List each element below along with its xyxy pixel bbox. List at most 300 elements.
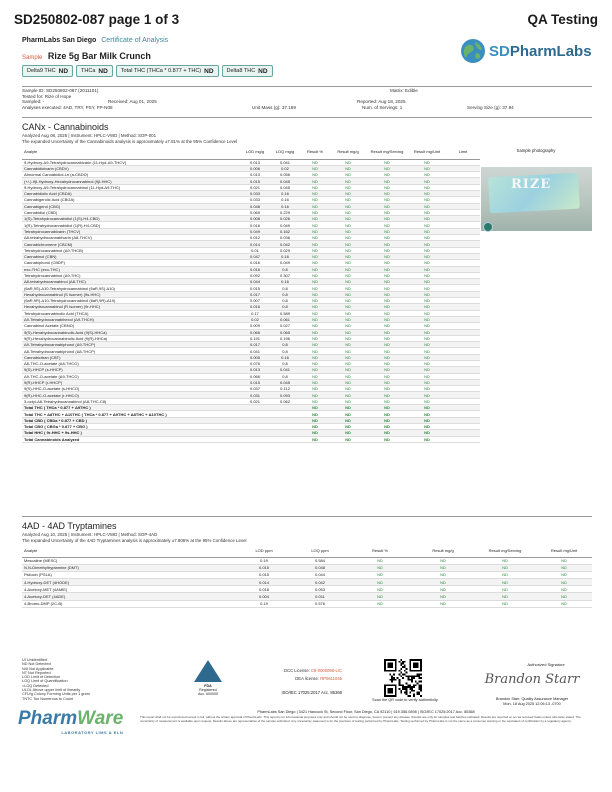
product-bar-brand: RIZE [511, 177, 552, 192]
handwritten-signature: Brandon Starr [484, 672, 580, 687]
value-cell: ND [300, 335, 330, 341]
dcc-license: DCC License: C8-0000096-LIC [284, 668, 342, 673]
value-cell: 0.004 [236, 593, 292, 600]
value-cell: ND [408, 436, 446, 442]
value-cell: ND [366, 266, 408, 272]
badge-value: ND [58, 67, 69, 75]
value-cell: 0.8 [270, 361, 300, 367]
legend-item: ND Not Detected [22, 662, 51, 667]
value-cell: ND [474, 579, 536, 586]
analyte-cell: 4-Acetoxy-MET (4AMIE) [22, 586, 236, 593]
value-cell: 0.16 [270, 203, 300, 209]
column-header: Result % [300, 146, 330, 159]
analyte-cell: Total HHC ( 9r-HHC + 9s-HHC ) [22, 430, 240, 436]
logo-text: SDPharmLabs [489, 42, 592, 60]
signatory [470, 697, 594, 706]
pharmware-logo [18, 708, 123, 735]
column-header: Result % [348, 546, 412, 557]
value-cell: 0.092 [240, 272, 270, 278]
value-cell: ND [366, 184, 408, 190]
value-cell: ND [330, 405, 366, 411]
analyte-cell: 9(R)-Hexahydrocannabinolic Acid (9(R)-HHCa) [22, 335, 240, 341]
value-cell: 0.014 [240, 241, 270, 247]
value-cell: ND [408, 247, 446, 253]
value-cell: 0.033 [240, 197, 270, 203]
value-cell: ND [366, 203, 408, 209]
value-cell: 0.013 [240, 367, 270, 373]
badge-label: Delta9 THC [27, 68, 56, 74]
analyte-cell: Psilocin (PSLA) [22, 571, 236, 578]
value-cell [446, 436, 480, 442]
value-cell: ND [474, 593, 536, 600]
value-cell: ND [408, 323, 446, 329]
analyte-cell: Tetrahydrocannabinolic Acid (THCA) [22, 310, 240, 316]
badge-label: THCa [81, 68, 96, 74]
value-cell: 0.016 [240, 222, 270, 228]
value-cell: ND [366, 379, 408, 385]
value-cell: ND [330, 354, 366, 360]
value-cell: 0.056 [270, 172, 300, 178]
value-cell: ND [330, 430, 366, 436]
fda-triangle-icon [194, 660, 222, 682]
tryptamines-meta [22, 532, 247, 544]
value-cell: ND [300, 247, 330, 253]
value-cell: ND [536, 593, 592, 600]
value-cell: ND [408, 342, 446, 348]
value-cell: ND [536, 557, 592, 564]
value-cell: ND [412, 571, 474, 578]
value-cell: ND [408, 405, 446, 411]
value-cell: ND [300, 178, 330, 184]
analyte-cell: Total THC + Δ8THC + Δ10THC ( THCa * 0.877 + Δ9THC + Δ8THC + Δ10THC ) [22, 411, 240, 417]
qr-code-icon[interactable] [384, 659, 422, 697]
legend-item: TNTC Too Numerous to Count [22, 696, 74, 701]
value-cell: ND [408, 316, 446, 322]
value-cell: ND [300, 222, 330, 228]
value-cell: ND [412, 600, 474, 607]
column-header: Result mg/g [330, 146, 366, 159]
value-cell: ND [366, 342, 408, 348]
value-cell: ND [330, 253, 366, 259]
value-cell: ND [408, 398, 446, 404]
analyses: Analyses executed: 4AD, TRY, PSY, FP-N08 [22, 104, 113, 110]
value-cell: 0.017 [240, 291, 270, 297]
value-cell: ND [536, 600, 592, 607]
value-cell: ND [408, 329, 446, 335]
value-cell: ND [366, 310, 408, 316]
tryptamines-uncertainty: The expanded Uncertainty of the 4AD Tryptamines analysis is approximately ±7.806% at the 95% Confidence Level [22, 537, 247, 543]
analyte-cell: Cannabiphorol (CBDP) [22, 260, 240, 266]
sample-label: Sample [22, 55, 43, 61]
value-cell: 0.062 [270, 398, 300, 404]
value-cell: ND [366, 329, 408, 335]
value-cell: ND [330, 373, 366, 379]
value-cell: 0.02 [270, 165, 300, 171]
value-cell: 0.307 [270, 272, 300, 278]
legend-item: LOD Limit of Detection [22, 675, 61, 680]
analyte-cell: Cannabinol (CBN) [22, 253, 240, 259]
legend-item: CFU/g Colony Forming Units per 1 gram [22, 692, 90, 697]
badge-value: ND [204, 67, 214, 75]
value-cell: ND [348, 571, 412, 578]
matrix: Matrix: Edible [390, 88, 418, 93]
value-cell: ND [412, 557, 474, 564]
value-cell: ND [300, 235, 330, 241]
value-cell: 0.016 [240, 260, 270, 266]
value-cell: ND [300, 392, 330, 398]
analyte-cell: 9(S)-Hexahydrocannabinolic Acid (9(S)-HHCa) [22, 329, 240, 335]
analyte-cell: 9(S)-HHC-O-acetate (s-HHCO) [22, 386, 240, 392]
value-cell: ND [300, 310, 330, 316]
analyte-cell: Δ9-Tetrahydrocannabiphorol (Δ9-THCP) [22, 342, 240, 348]
value-cell: 0.8 [270, 291, 300, 297]
value-cell: 0.069 [240, 209, 270, 215]
value-cell: ND [300, 430, 330, 436]
analyte-cell: 3-octyl-Δ8-Tetrahydrocannabinol (Δ8-THC-C8) [22, 398, 240, 404]
value-cell: ND [408, 190, 446, 196]
table-header-row [22, 146, 480, 159]
value-cell: 0.033 [240, 190, 270, 196]
value-cell: ND [366, 386, 408, 392]
value-cell: ND [330, 342, 366, 348]
value-cell: ND [474, 571, 536, 578]
value-cell: 0.048 [292, 564, 348, 571]
sample-photography-label: Sample photography [516, 148, 556, 153]
value-cell: ND [408, 423, 446, 429]
badge-value: ND [98, 67, 108, 75]
value-cell: ND [300, 285, 330, 291]
document-id: SD250802-087 page 1 of 3 [14, 12, 180, 27]
value-cell: ND [408, 203, 446, 209]
value-cell: ND [330, 386, 366, 392]
value-cell: ND [300, 417, 330, 423]
value-cell: 0.018 [236, 586, 292, 593]
value-cell: ND [536, 579, 592, 586]
value-cell: ND [330, 266, 366, 272]
value-cell: 0.8 [270, 304, 300, 310]
value-cell: 0.013 [240, 172, 270, 178]
value-cell: 0.026 [270, 216, 300, 222]
value-cell: ND [408, 279, 446, 285]
analyte-cell: Cannabichromene (CBCM) [22, 241, 240, 247]
analyte-cell: Δ8-THC-O-acetate (Δ8-THCO) [22, 361, 240, 367]
value-cell: 0.8 [270, 373, 300, 379]
fda-badge [190, 660, 226, 696]
cannabinoids-method: Analyzed Aug 08, 2025 | Instrument: HPLC-VWD | Method: SOP-001 [22, 133, 157, 138]
sample-photo [481, 167, 592, 231]
sample-name: Rize 5g Bar Milk Crunch [47, 51, 151, 61]
badge-value: ND [258, 67, 268, 75]
value-cell: 0.17 [240, 310, 270, 316]
value-cell: ND [300, 279, 330, 285]
value-cell: 0.005 [240, 354, 270, 360]
column-header: Result mg/Serving [474, 546, 536, 557]
column-header: Result mg/Unit [536, 546, 592, 557]
value-cell: ND [366, 373, 408, 379]
value-cell: ND [348, 557, 412, 564]
value-cell: 0.013 [240, 159, 270, 165]
abbreviation-legend [22, 658, 90, 701]
analyte-cell: Δ9-Tetrahydrocannabihexol (Δ9-THCH) [22, 316, 240, 322]
value-cell: 0.196 [270, 335, 300, 341]
value-cell: ND [366, 436, 408, 442]
analyte-cell: Δ8-tetrahydrocannabinol (Δ8-THC) [22, 279, 240, 285]
badge-thca [76, 65, 113, 77]
analyte-cell: 4-Acetoxy-DET (4ADE) [22, 593, 236, 600]
badge-label: Total THC (THCa * 0.877 + THC) [120, 68, 202, 74]
table-row [22, 586, 592, 593]
dea-license: DEA license: RP0611045 [295, 675, 342, 681]
value-cell: ND [330, 335, 366, 341]
value-cell: ND [412, 564, 474, 571]
cannabinoids-table [22, 146, 480, 443]
value-cell: ND [366, 272, 408, 278]
value-cell: ND [330, 285, 366, 291]
value-cell: 0.049 [240, 228, 270, 234]
value-cell: ND [408, 197, 446, 203]
value-cell: 0.015 [236, 564, 292, 571]
value-cell: ND [408, 304, 446, 310]
value-cell: ND [366, 190, 408, 196]
value-cell: ND [330, 165, 366, 171]
value-cell: ND [300, 228, 330, 234]
value-cell: ND [408, 272, 446, 278]
value-cell: 0.007 [240, 298, 270, 304]
value-cell: ND [408, 216, 446, 222]
value-cell: ND [300, 373, 330, 379]
legend-item: N/A Not Applicable [22, 666, 54, 671]
value-cell: 0.162 [270, 228, 300, 234]
value-cell: 0.01 [240, 247, 270, 253]
value-cell: 0.053 [292, 586, 348, 593]
value-cell: 0.584 [292, 557, 348, 564]
tryptamines-title: 4AD - 4AD Tryptamines [22, 521, 117, 531]
value-cell: ND [408, 165, 446, 171]
value-cell: 0.041 [270, 159, 300, 165]
package-icon [483, 222, 493, 232]
value-cell: 0.021 [240, 184, 270, 190]
value-cell: 0.191 [240, 335, 270, 341]
value-cell: ND [330, 417, 366, 423]
value-cell: ND [300, 405, 330, 411]
value-cell: ND [300, 423, 330, 429]
analyte-cell: Tetrahydrocannabinol (Δ9-THC) [22, 272, 240, 278]
sample-id: Sample ID: SD250802-087 (2011101) [22, 88, 99, 93]
value-cell: ND [366, 304, 408, 310]
value-cell: ND [408, 291, 446, 297]
sample-line [22, 51, 151, 61]
analyte-cell: 9-Hydroxy-Δ9-Tetrahydrocannabinol (11-Hyd-Δ9-THC) [22, 184, 240, 190]
value-cell: 0.8 [270, 348, 300, 354]
value-cell: ND [300, 411, 330, 417]
divider [22, 86, 592, 87]
summary-badges [22, 65, 273, 77]
value-cell: ND [408, 241, 446, 247]
badge-total-thc [116, 65, 219, 77]
table-header-row [22, 546, 592, 557]
fda-label: FDA [204, 684, 212, 688]
sdpharmlabs-logo [460, 38, 592, 64]
value-cell: ND [366, 316, 408, 322]
value-cell [270, 436, 300, 442]
value-cell: ND [330, 436, 366, 442]
value-cell: ND [330, 209, 366, 215]
value-cell: ND [366, 398, 408, 404]
value-cell: 0.576 [292, 600, 348, 607]
value-cell: 0.036 [270, 235, 300, 241]
value-cell: 0.049 [270, 222, 300, 228]
value-cell: ND [536, 564, 592, 571]
value-cell: ND [330, 190, 366, 196]
analyte-cell: (6aR,9R)-Δ10-Tetrahydrocannabinol (6aR,9R)-Δ10) [22, 298, 240, 304]
value-cell: ND [408, 392, 446, 398]
analyte-cell: Δ8-Tetrahydrocannabiphorol (Δ8-THCP) [22, 348, 240, 354]
analyte-cell: Cannabidiolvarin (CBDV) [22, 165, 240, 171]
analyte-cell: Hexahydrocannabinol (S Isomer) (9s-HHC) [22, 291, 240, 297]
value-cell: ND [366, 222, 408, 228]
value-cell: ND [348, 564, 412, 571]
value-cell: ND [330, 398, 366, 404]
value-cell: 0.048 [240, 203, 270, 209]
value-cell: 0.076 [240, 361, 270, 367]
value-cell: ND [474, 564, 536, 571]
value-cell: ND [330, 304, 366, 310]
value-cell: ND [330, 222, 366, 228]
value-cell: 0.044 [292, 571, 348, 578]
value-cell: ND [474, 586, 536, 593]
value-cell: 0.009 [240, 323, 270, 329]
value-cell: ND [408, 379, 446, 385]
value-cell: 0.017 [240, 342, 270, 348]
unit-mass: Unit Mass (g): 37.169 [252, 104, 296, 110]
value-cell: ND [330, 197, 366, 203]
value-cell: 0.8 [270, 285, 300, 291]
value-cell: ND [366, 354, 408, 360]
column-header: Analyte [22, 146, 240, 159]
analyte-cell: 1(S)-Tetrahydrocannabidiol (1(S)-H4-CBD) [22, 216, 240, 222]
value-cell: ND [366, 253, 408, 259]
value-cell: ND [300, 348, 330, 354]
tested-for: Tested for: Rize of Hope [22, 93, 72, 99]
value-cell: ND [408, 411, 446, 417]
value-cell: ND [408, 285, 446, 291]
legend-item: ULOL Above upper limit of linearity [22, 688, 81, 693]
footer-address: PharmLabs San Diego | 3421 Hancock St, Second Floor, San Diego, CA 92110 | 619.356.0898 | ISO/IEC 17025:2017 Acc. 85368 [257, 710, 475, 714]
value-cell: ND [330, 348, 366, 354]
serving-size: Serving Size (g): 37.94 [467, 104, 514, 110]
qr-caption: Scan the QR code to verify authenticity [372, 698, 438, 702]
table-row [22, 557, 592, 564]
value-cell: ND [366, 260, 408, 266]
table-row [22, 571, 592, 578]
column-header: LOQ ppm [292, 546, 348, 557]
value-cell: ND [348, 600, 412, 607]
legend-item: <LOQ Detected [22, 683, 49, 688]
analyte-cell: 1(R)-Tetrahydrocannabidiol (1(R)-H4-CBD) [22, 222, 240, 228]
value-cell: 0.045 [270, 379, 300, 385]
value-cell: 0.061 [270, 316, 300, 322]
tryptamines-method: Analyzed Aug 10, 2025 | Instrument: HPLC-VWD | Method: SOP-4AD [22, 532, 158, 537]
value-cell: ND [300, 216, 330, 222]
license-block [262, 667, 342, 682]
value-cell: ND [408, 172, 446, 178]
value-cell: ND [408, 310, 446, 316]
value-cell: ND [300, 379, 330, 385]
value-cell: 0.16 [270, 279, 300, 285]
analyte-cell: 9-Hydroxy-Δ9-Tetrahydrocannabivarin (11-Hyd-Δ9-THCV) [22, 159, 240, 165]
lab-name: PharmLabs San Diego [22, 37, 97, 44]
column-header: Limit [446, 146, 480, 159]
column-header: Result mg/g [412, 546, 474, 557]
value-cell: 0.19 [236, 600, 292, 607]
value-cell: ND [366, 323, 408, 329]
value-cell: ND [366, 423, 408, 429]
cannabinoids-meta [22, 133, 237, 145]
value-cell: ND [330, 423, 366, 429]
analyte-cell: Cannabidiolic Acid (CBDA) [22, 190, 240, 196]
value-cell: ND [300, 316, 330, 322]
value-cell: ND [412, 586, 474, 593]
value-cell: ND [408, 354, 446, 360]
value-cell: ND [330, 241, 366, 247]
analyte-cell: 9(R)-HHC-O-acetate (r-HHCO) [22, 392, 240, 398]
value-cell: 0.02 [240, 316, 270, 322]
table-row [22, 593, 592, 600]
analyte-cell: Tetrahydrocannabinol (Δ9-THCB) [22, 247, 240, 253]
value-cell: ND [330, 279, 366, 285]
value-cell: ND [366, 291, 408, 297]
value-cell: ND [408, 367, 446, 373]
value-cell: 0.045 [270, 178, 300, 184]
value-cell: ND [330, 247, 366, 253]
value-cell: 0.112 [270, 386, 300, 392]
value-cell: ND [366, 209, 408, 215]
analyte-cell: Cannabigerol (CBG) [22, 203, 240, 209]
legend-item: LOQ Limit of Quantification [22, 679, 68, 684]
value-cell: ND [300, 209, 330, 215]
value-cell: ND [330, 367, 366, 373]
value-cell: 0.031 [240, 392, 270, 398]
value-cell: ND [300, 197, 330, 203]
value-cell: ND [408, 430, 446, 436]
received: Received: Aug 01, 2025 [108, 99, 157, 104]
value-cell: 0.047 [240, 253, 270, 259]
value-cell: ND [330, 203, 366, 209]
table-row [22, 436, 480, 442]
value-cell: ND [300, 266, 330, 272]
value-cell: 0.042 [270, 241, 300, 247]
value-cell: ND [300, 272, 330, 278]
value-cell: ND [366, 197, 408, 203]
analyte-cell: Δ8-tetrahydrocannabivarin (Δ8-THCV) [22, 235, 240, 241]
value-cell: ND [300, 323, 330, 329]
value-cell: 0.16 [270, 253, 300, 259]
value-cell: ND [300, 367, 330, 373]
column-header: LOD ppm [236, 546, 292, 557]
analyte-cell: 9(R)-HHCP (r-HHCP) [22, 379, 240, 385]
value-cell: ND [366, 241, 408, 247]
value-cell: 0.011 [292, 593, 348, 600]
value-cell: ND [366, 392, 408, 398]
value-cell: ND [366, 411, 408, 417]
value-cell: ND [366, 172, 408, 178]
value-cell: ND [408, 178, 446, 184]
value-cell: ND [330, 228, 366, 234]
value-cell: 0.065 [240, 329, 270, 335]
analyte-cell: Total CBD ( CBDa * 0.877 + CBD ) [22, 417, 240, 423]
value-cell: ND [300, 172, 330, 178]
value-cell: ND [300, 241, 330, 247]
